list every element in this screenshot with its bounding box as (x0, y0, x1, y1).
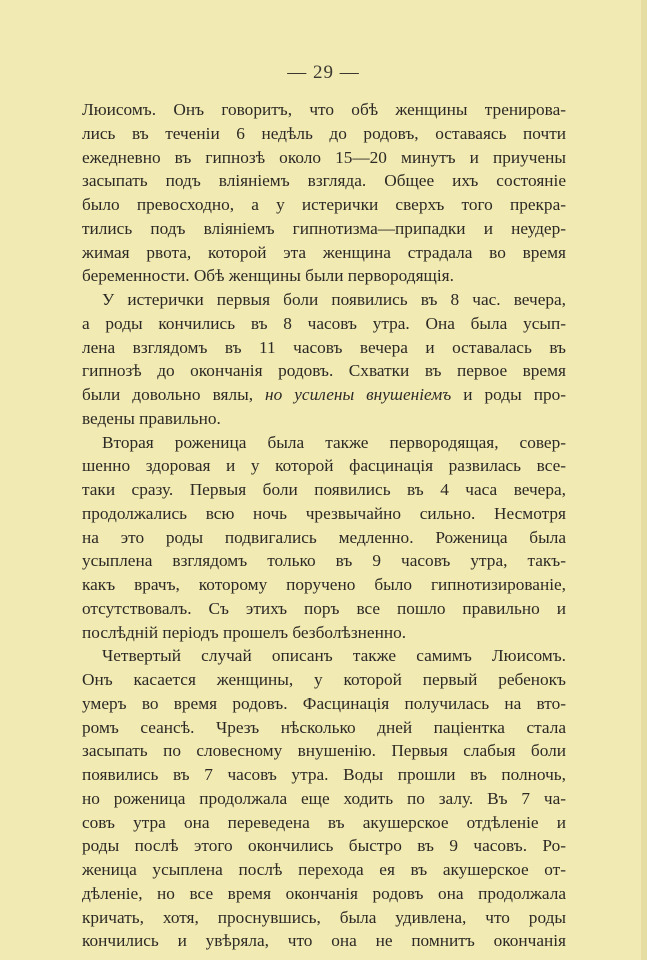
text-line: лена взглядомъ въ 11 часовъ вечера и оставалась въ (82, 337, 566, 357)
emphasized-text: но усилены внушеніемъ (265, 385, 452, 404)
text-line: какъ врачъ, которому поручено было гипнотизированіе, (82, 575, 566, 594)
text-line: женица усыплена послѣ перехода ея въ акушерское от- (82, 860, 566, 879)
paragraph (82, 288, 566, 431)
page-body (82, 98, 566, 953)
text-line: Четвертый случай описанъ также самимъ Люисомъ. (102, 646, 566, 666)
text-line: было превосходно, а у истерички сверхъ того прекра- (82, 195, 566, 214)
paragraph (82, 98, 566, 288)
text-line: кричать, хотя, проснувшись, была удивлена, что роды (82, 907, 566, 927)
text-line: засыпать подъ вліяніемъ взгляда. Общее ихъ состояніе (82, 171, 566, 191)
page-number: — 29 — (287, 62, 360, 83)
text-line: ромъ сеансѣ. Чрезъ нѣсколько дней паціентка стала (82, 717, 566, 737)
text-line: Вторая роженица была также первородящая, совер- (102, 432, 566, 452)
text-line: таки сразу. Первыя боли появились въ 4 часа вечера, (82, 480, 566, 499)
text-line: усыплена взглядомъ только въ 9 часовъ утра, такъ- (82, 551, 566, 571)
text-line: роды послѣ этого окончились быстро въ 9 часовъ. Ро- (82, 836, 566, 856)
text-line: тились подъ вліяніемъ гипнотизма—припадки и неудер- (82, 218, 566, 238)
text-line: на это роды подвигались медленно. Роженица была (82, 527, 566, 547)
text-line: дѣленіе, но все время окончанія родовъ она продолжала (82, 883, 566, 903)
text-line: умеръ во время родовъ. Фасцинація получилась на вто- (82, 693, 566, 713)
paragraph (82, 431, 566, 645)
text-line: Онъ касается женщины, у которой первый ребенокъ (82, 670, 566, 689)
text-line: ежедневно въ гипнозѣ около 15—20 минутъ и приучены (82, 147, 566, 167)
text-line: кончились и увѣряла, что она не помнитъ окончанія (82, 931, 566, 951)
text-line: а роды кончились въ 8 часовъ утра. Она была усып- (82, 313, 566, 333)
text-line: были довольно вялы, но усилены внушеніемъ и роды про- (82, 385, 567, 404)
text-line: появились въ 7 часовъ утра. Воды прошли въ полночь, (82, 765, 566, 784)
text-line: Люисомъ. Онъ говоритъ, что обѣ женщины тренирова- (82, 100, 566, 119)
text-line: совъ утра она переведена въ акушерское отдѣленіе и (82, 812, 566, 832)
text-line: продолжались всю ночь чрезвычайно сильно. Несмотря (82, 503, 566, 523)
text-line: лись въ теченіи 6 недѣль до родовъ, оставаясь почти (82, 123, 566, 143)
text-line: беременности. Обѣ женщины были первородящія. (82, 266, 454, 286)
text-line: жимая рвота, которой эта женщина страдала во время (82, 242, 566, 262)
text-line: отсутствовалъ. Съ этихъ поръ все пошло правильно и (82, 598, 566, 618)
text-line: ведены правильно. (82, 408, 221, 428)
text-line: послѣдній періодъ прошелъ безболѣзненно. (82, 622, 407, 642)
text-line: гипнозѣ до окончанія родовъ. Схватки въ первое время (82, 361, 566, 381)
text-line: засыпать по словесному внушенію. Первыя слабыя боли (82, 741, 566, 761)
page-edge (641, 0, 647, 960)
text-line: но роженица продолжала еще ходить по залу. Въ 7 ча- (82, 788, 566, 808)
text-line: шенно здоровая и у которой фасцинація развилась все- (82, 456, 566, 476)
text-line: У истерички первыя боли появились въ 8 час. вечера, (102, 290, 566, 309)
paragraph (82, 644, 566, 953)
